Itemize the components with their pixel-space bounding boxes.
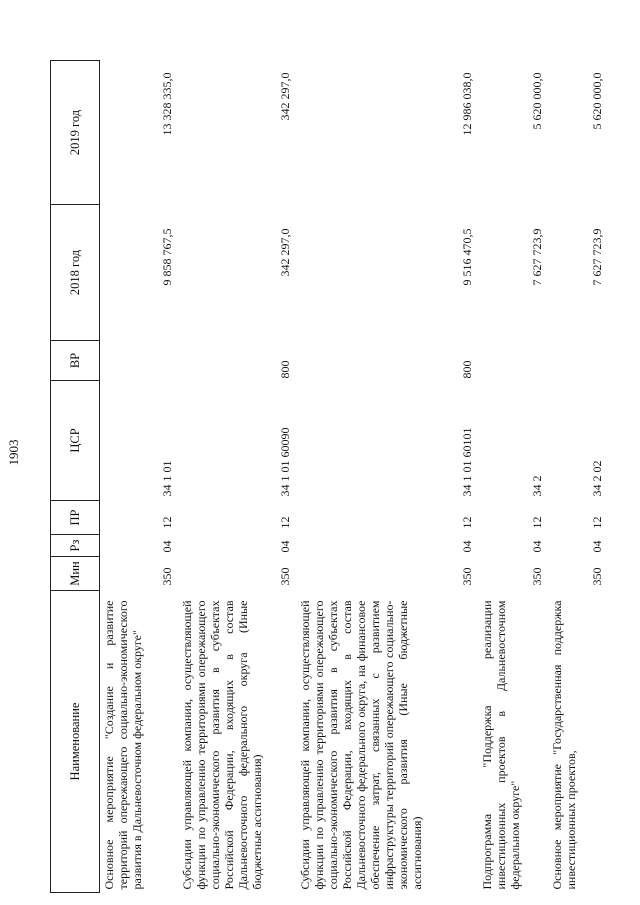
row-pr-cell: 12	[277, 516, 292, 529]
col-header-rz: Рз	[51, 535, 100, 557]
row-pr-cell: 12	[459, 516, 474, 529]
row-name-cell: Основное мероприятие "Создание и развитие территорий опережающего социально-экономического развития в Дальневосточном федеральном округе"	[102, 600, 144, 890]
row-2018-cell: 9 516 470,5	[459, 228, 474, 286]
row-csr-cell: 34 2 02	[589, 460, 604, 497]
col-header-2018: 2018 год	[51, 205, 100, 341]
row-min-cell: 350	[589, 567, 604, 586]
row-rz-cell: 04	[589, 540, 604, 553]
col-header-name: Наименование	[51, 591, 100, 893]
col-header-csr: ЦСР	[51, 381, 100, 501]
row-csr-cell: 34 1 01 60090	[277, 427, 292, 497]
budget-table	[50, 60, 608, 893]
row-pr-cell: 12	[159, 516, 174, 529]
col-header-pr: ПР	[51, 501, 100, 535]
row-2018-cell: 342 297,0	[277, 228, 292, 277]
row-name-cell: Субсидии управляющей компании, осуществляющей функции по управлению территориями опережающего социально-экономического развития в субъектах Российской Федерации, входящих в состав Дальневосточного федерального округа, на финансовое обеспечение затрат, связанных с развитием инфраструктуры территорий опережающего социально-экономического развития (Иные бюджетные ассигнования)	[297, 600, 424, 890]
row-2018-cell: 7 627 723,9	[529, 228, 544, 286]
table-row	[178, 61, 296, 893]
row-vr-cell	[478, 341, 548, 381]
row-csr-cell: 34 1 01	[159, 460, 174, 497]
row-csr-cell: 34 2	[529, 475, 544, 497]
row-2018-cell: 7 627 723,9	[589, 228, 604, 286]
page-number: 1903	[6, 439, 21, 466]
row-pr-cell: 12	[589, 516, 604, 529]
row-rz-cell: 04	[459, 540, 474, 553]
col-header-min: Мин	[51, 557, 100, 591]
row-min-cell: 350	[459, 567, 474, 586]
row-2019-cell: 13 328 335,0	[159, 72, 174, 136]
row-rz-cell: 04	[159, 540, 174, 553]
row-2019-cell: 12 986 038,0	[459, 72, 474, 136]
col-header-vr: ВР	[51, 341, 100, 381]
row-name-cell: Основное мероприятие "Государственная поддержка инвестиционных проектов,	[549, 600, 578, 890]
row-vr-cell	[548, 341, 608, 381]
row-rz-cell: 04	[529, 540, 544, 553]
row-vr-cell	[100, 341, 178, 381]
row-vr-cell: 800	[277, 360, 292, 379]
row-vr-cell: 800	[459, 360, 474, 379]
row-2018-cell: 9 858 767,5	[159, 228, 174, 286]
row-min-cell: 350	[159, 567, 174, 586]
row-min-cell: 350	[529, 567, 544, 586]
table-row	[100, 61, 178, 893]
table-row	[478, 61, 548, 893]
row-2019-cell: 5 620 000,0	[589, 72, 604, 130]
col-header-2019: 2019 год	[51, 61, 100, 205]
row-pr-cell: 12	[529, 516, 544, 529]
row-rz-cell: 04	[277, 540, 292, 553]
table-row	[296, 61, 478, 893]
row-2019-cell: 342 297,0	[277, 72, 292, 121]
table-row	[548, 61, 608, 893]
row-name-cell: Субсидии управляющей компании, осуществляющей функции по управлению территориями опережающего социально-экономического развития в субъектах Российской Федерации, входящих в состав Дальневосточного федерального округа (Иные бюджетные ассигнования)	[179, 600, 264, 890]
row-name-cell: Подпрограмма "Поддержка реализации инвестиционных проектов в Дальневосточном федеральном округе"	[479, 600, 522, 890]
row-2019-cell: 5 620 000,0	[529, 72, 544, 130]
row-min-cell: 350	[277, 567, 292, 586]
table-body	[100, 61, 608, 893]
row-csr-cell: 34 1 01 60101	[459, 427, 474, 497]
table-header	[51, 61, 100, 893]
